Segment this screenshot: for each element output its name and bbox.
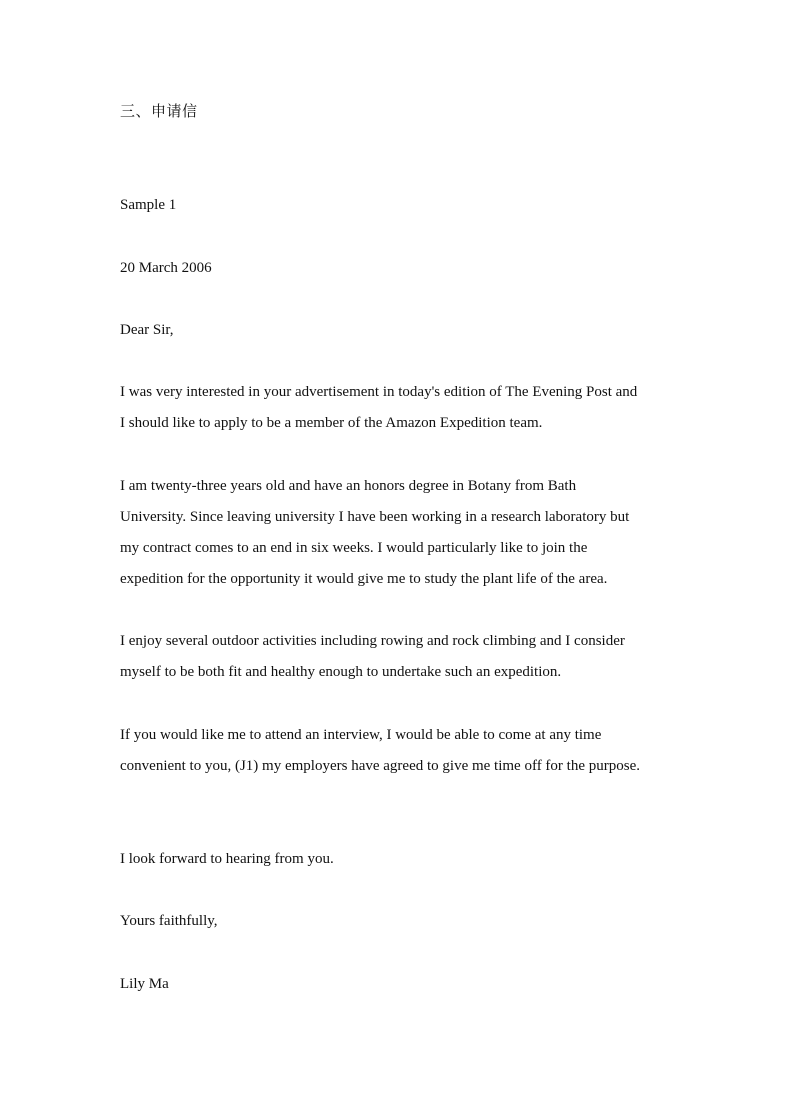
paragraph-line: If you would like me to attend an interview, I would be able to come at any time bbox=[120, 727, 602, 743]
sign-off: Yours faithfully, bbox=[120, 913, 218, 929]
salutation: Dear Sir, bbox=[120, 322, 174, 338]
signature: Lily Ma bbox=[120, 976, 169, 992]
paragraph-line: I was very interested in your advertisement in today's edition of The Evening Post and bbox=[120, 384, 638, 400]
letter-date: 20 March 2006 bbox=[120, 260, 212, 276]
paragraph-line: I enjoy several outdoor activities including rowing and rock climbing and I consider bbox=[120, 633, 625, 649]
section-heading: 三、申请信 bbox=[120, 102, 198, 120]
paragraph-line: expedition for the opportunity it would give me to study the plant life of the area. bbox=[120, 571, 608, 587]
paragraph-line: University. Since leaving university I have been working in a research laboratory but bbox=[120, 509, 630, 525]
paragraph-line: I am twenty-three years old and have an honors degree in Botany from Bath bbox=[120, 478, 577, 494]
paragraph-line: I should like to apply to be a member of the Amazon Expedition team. bbox=[120, 415, 543, 431]
closing-line: I look forward to hearing from you. bbox=[120, 851, 334, 867]
paragraph-line: my contract comes to an end in six weeks. I would particularly like to join the bbox=[120, 540, 588, 556]
paragraph-line: convenient to you, (J1) my employers have agreed to give me time off for the purpose. bbox=[120, 758, 640, 774]
sample-label: Sample 1 bbox=[120, 197, 177, 213]
paragraph-line: myself to be both fit and healthy enough to undertake such an expedition. bbox=[120, 664, 562, 680]
